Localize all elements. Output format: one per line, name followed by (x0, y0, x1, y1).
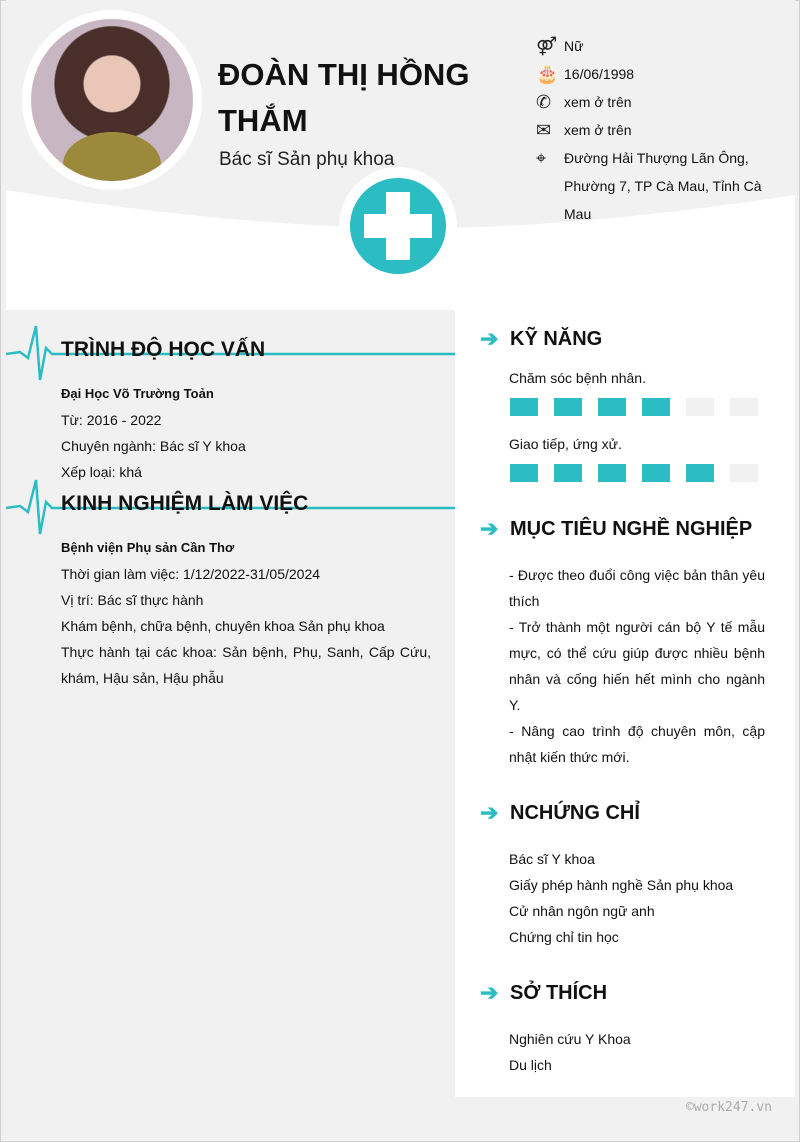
avatar (22, 10, 202, 190)
objective-line: - Nâng cao trình độ chuyên môn, cập nhật kiến thức mới. (509, 723, 765, 765)
hobby-item: Nghiên cứu Y Khoa (509, 1031, 631, 1047)
certificate-item: Giấy phép hành nghề Sản phụ khoa (509, 877, 734, 893)
certificates-section (480, 798, 765, 950)
birthday-cake-icon: 🎂 (536, 64, 559, 84)
skill-bar-filled (598, 464, 626, 482)
section-title: TRÌNH ĐỘ HỌC VẤN (61, 338, 266, 361)
skill-bar-filled (642, 464, 670, 482)
company-name: Bệnh viện Phụ sản Cần Thơ (61, 540, 235, 555)
skill-bar-filled (686, 464, 714, 482)
edu-line: Từ: 2016 - 2022 (61, 412, 162, 428)
gender-icon: ⚤ (536, 36, 558, 56)
skill-bar-empty (686, 398, 714, 416)
skill-bar-filled (642, 398, 670, 416)
watermark: ©work247.vn (685, 1100, 772, 1115)
skill-bar-filled (554, 398, 582, 416)
exp-line: Vị trí: Bác sĩ thực hành (61, 592, 204, 608)
school-name: Đại Học Võ Trường Toản (61, 386, 214, 401)
phone-value: xem ở trên (564, 94, 632, 110)
arrow-right-icon: ➔ (480, 980, 499, 1005)
section-title: NCHỨNG CHỈ (510, 802, 640, 824)
skill-rating (480, 398, 765, 416)
email-icon: ✉ (536, 120, 552, 140)
left-column (6, 310, 455, 1097)
arrow-right-icon: ➔ (480, 800, 499, 825)
exp-line: Thực hành tại các khoa: Sản bệnh, Phụ, Sanh, Cấp Cứu, khám, Hậu sản, Hậu phẫu (61, 644, 431, 686)
candidate-name: ĐOÀN THỊ HỒNG THẮM (218, 57, 470, 138)
skill-bar-filled (510, 464, 538, 482)
gender-value: Nữ (564, 38, 584, 54)
edu-line: Chuyên ngành: Bác sĩ Y khoa (61, 438, 246, 454)
section-title: KỸ NĂNG (510, 328, 603, 350)
email-value: xem ở trên (564, 122, 632, 138)
hobbies-section (480, 978, 765, 1078)
skill-bar-filled (510, 398, 538, 416)
skill-rating (480, 464, 765, 482)
objective-line: - Được theo đuổi công việc bản thân yêu thích (509, 567, 765, 609)
phone-icon: ✆ (536, 92, 552, 112)
skill-bar-empty (730, 464, 758, 482)
address-value: Đường Hải Thượng Lãn Ông, Phường 7, TP Cà Mau, Tỉnh Cà Mau (564, 150, 762, 222)
arrow-right-icon: ➔ (480, 326, 499, 351)
skill-bar-filled (598, 398, 626, 416)
objective-line: - Trở thành một người cán bộ Y tế mẫu mực, có thể cứu giúp được nhiều bệnh nhân và cống hiến hết mình cho ngành Y. (509, 619, 765, 713)
section-title: MỤC TIÊU NGHỀ NGHIỆP (510, 518, 753, 540)
certificate-item: Bác sĩ Y khoa (509, 851, 595, 867)
objective-section (480, 514, 765, 770)
skill-label: Chăm sóc bệnh nhân. (509, 370, 646, 386)
section-title: KINH NGHIỆM LÀM VIỆC (61, 492, 309, 515)
location-icon: ⌖ (536, 148, 547, 168)
certificate-item: Chứng chỉ tin học (509, 929, 619, 945)
skill-label: Giao tiếp, ứng xử. (509, 436, 622, 452)
skill-bar-filled (554, 464, 582, 482)
arrow-right-icon: ➔ (480, 516, 499, 541)
birthday-value: 16/06/1998 (564, 66, 635, 82)
hobby-item: Du lịch (509, 1057, 552, 1073)
exp-line: Thời gian làm việc: 1/12/2022-31/05/2024 (61, 566, 321, 582)
skills-section (480, 324, 765, 482)
medical-cross-icon (339, 167, 457, 285)
edu-line: Xếp loại: khá (61, 464, 142, 480)
certificate-item: Cử nhân ngôn ngữ anh (509, 903, 655, 919)
job-title: Bác sĩ Sản phụ khoa (219, 149, 395, 170)
skill-bar-empty (730, 398, 758, 416)
contact-info (536, 32, 786, 228)
exp-line: Khám bệnh, chữa bệnh, chuyên khoa Sản phụ khoa (61, 618, 385, 634)
section-title: SỞ THÍCH (510, 982, 608, 1004)
